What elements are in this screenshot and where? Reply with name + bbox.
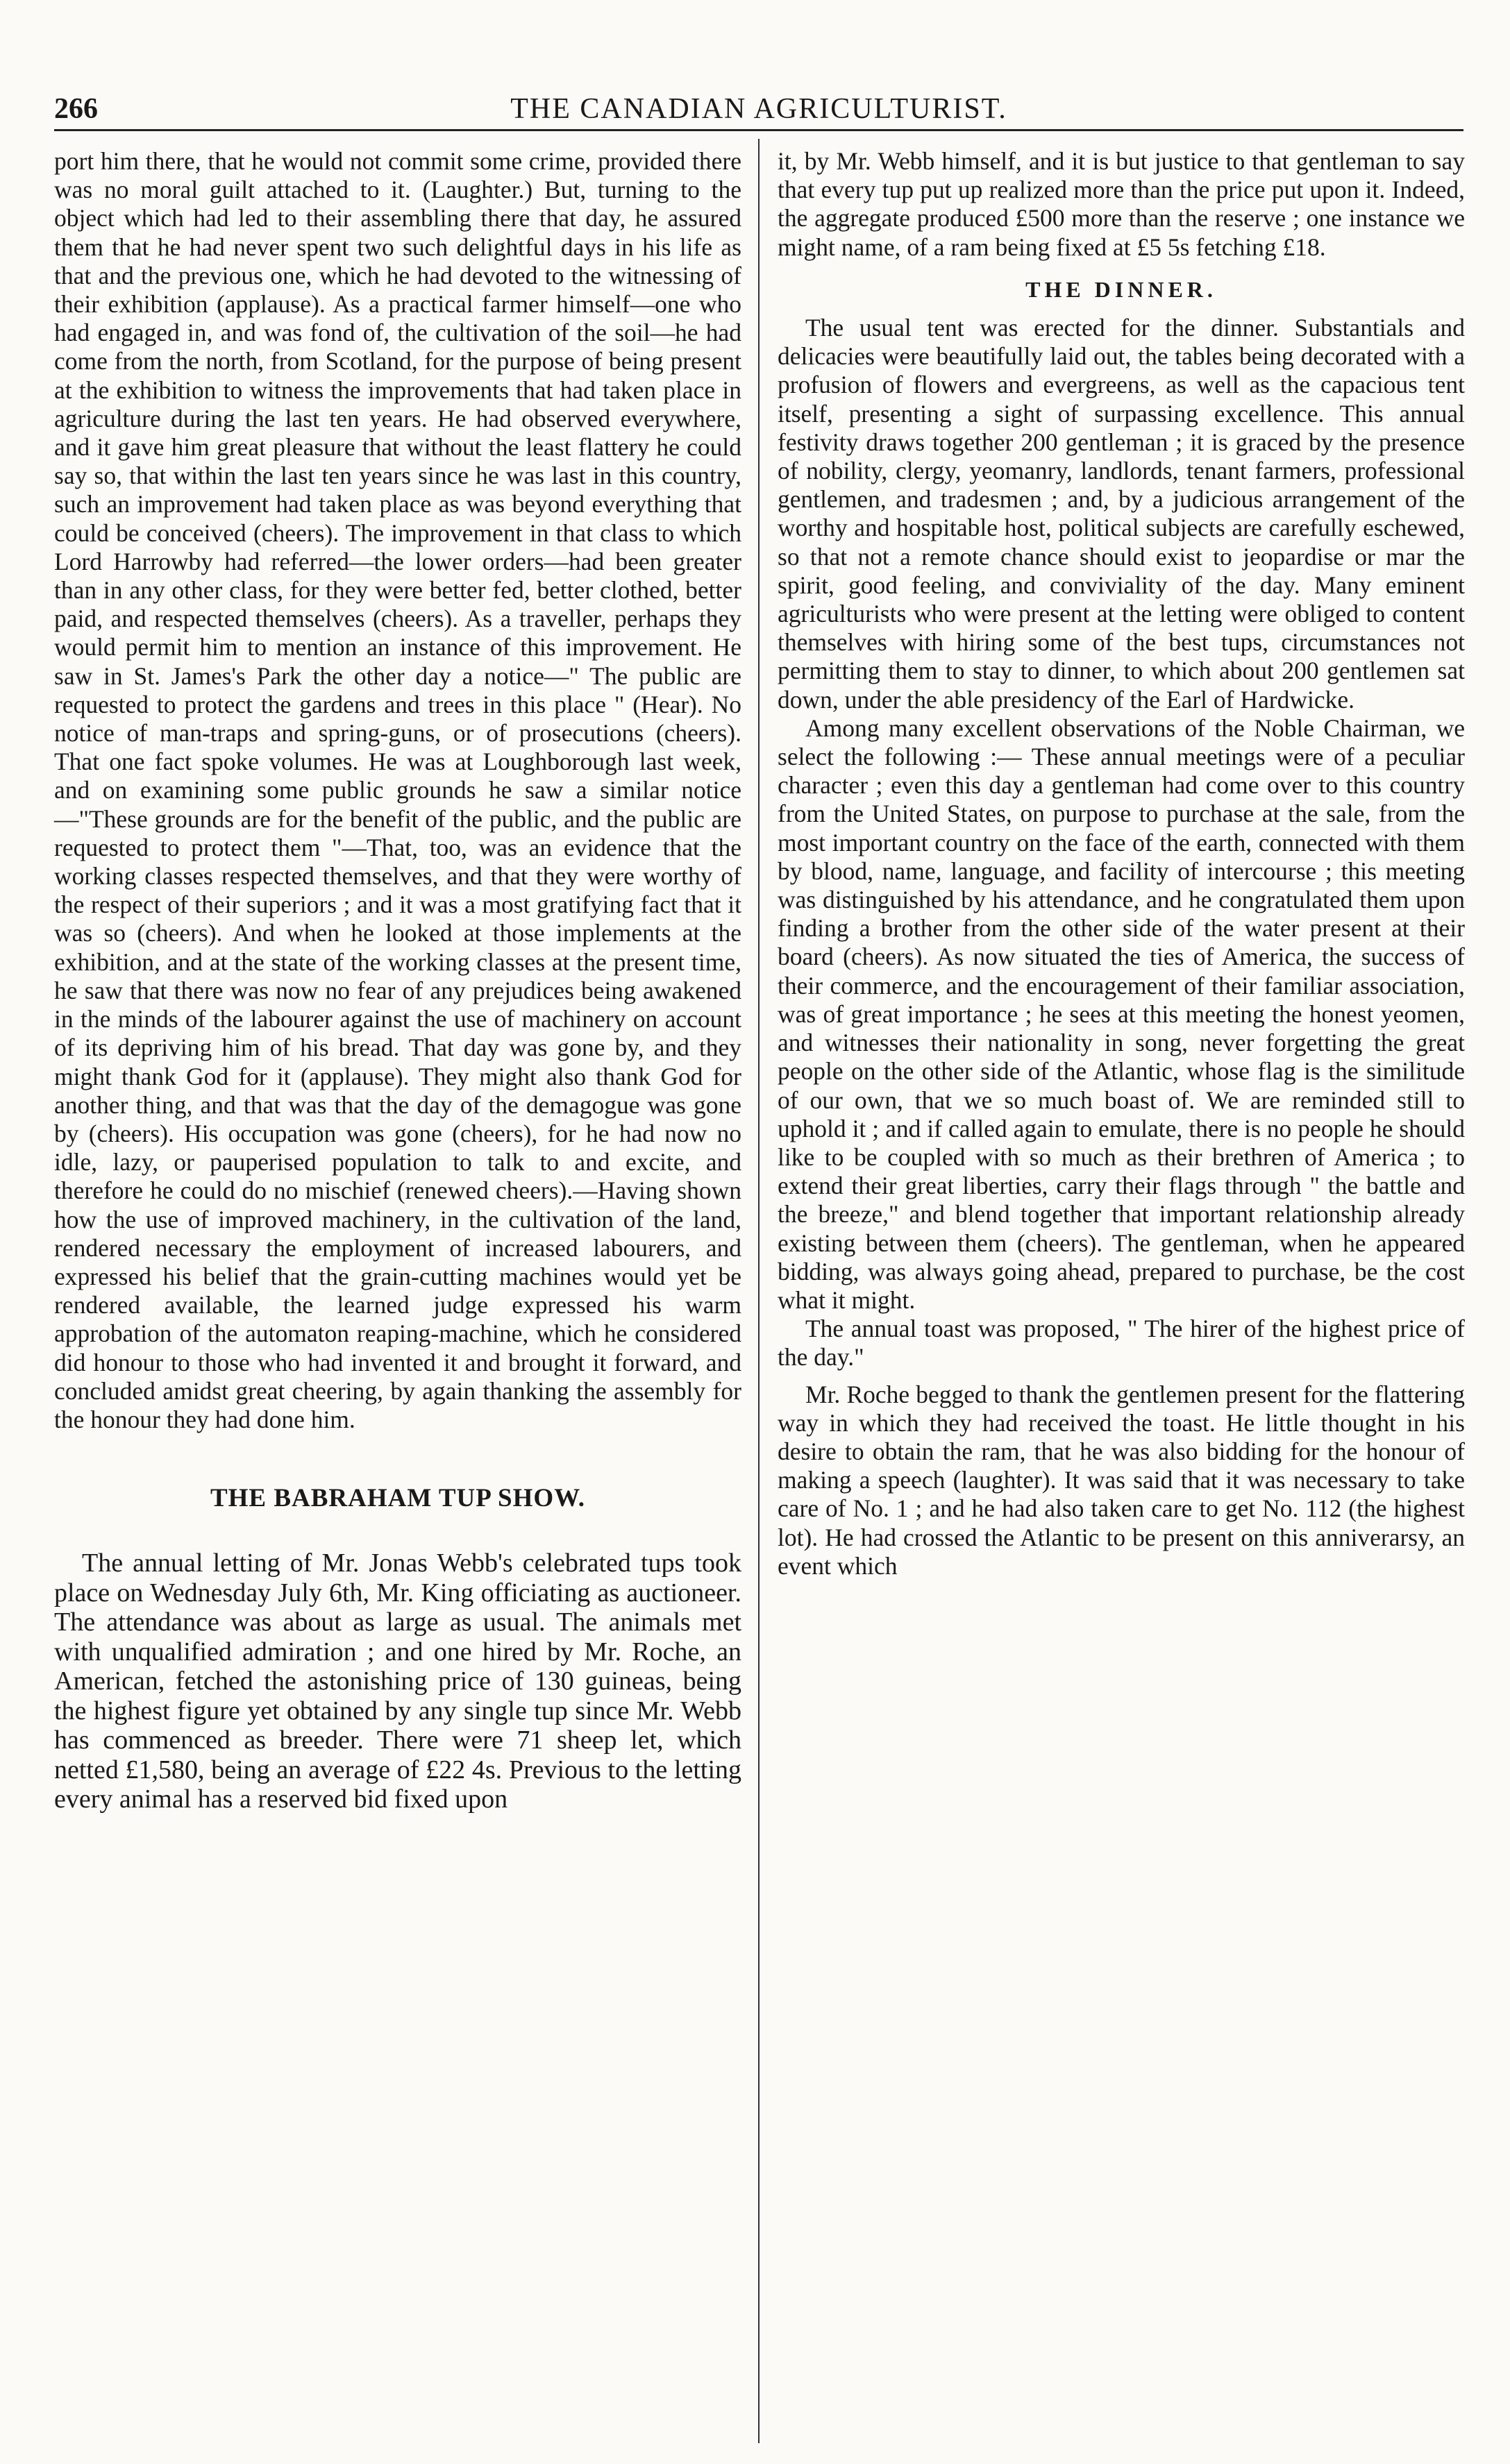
page-header (54, 89, 1463, 131)
section-heading-dinner: THE DINNER. (1025, 276, 1217, 302)
right-paragraph-5: Mr. Roche begged to thank the gentlemen present for the flattering way in which they had received the toast. He little thought in his desire to obtain the ram, that he was also bidding for the honour of making a speech (laughter). It was said that it was necessary to take care of No. 1 ; and he had also taken care to get No. 112 (the highest lot). He had crossed the Atlantic to be present on this anniverarsy, an event which (778, 1380, 1465, 1580)
left-column (54, 147, 741, 1814)
left-paragraph-1: port him there, that he would not commit some crime, provided there was no moral guilt attached to it. (Laughter.) But, turning to the object which had led to their assembling there that day, he assured them that he had never spent two such delightful days in his life as that and the previous one, which he had devoted to the witnessing of their exhibition (applause). As a practical farmer himself—one who had engaged in, and was fond of, the cultivation of the soil—he had come from the north, from Scotland, for the purpose of being present at the exhibition to witness the improvements that had taken place in agriculture during the last ten years. He had observed everywhere, and it gave him great pleasure that without the least flattery he could say so, that within the last ten years since he was last in this country, such an improvement had taken place as was beyond everything that could be conceived (cheers). The improvement in that class to which Lord Harrowby had referred—the lower orders—had been greater than in any other class, for they were better fed, better clothed, better paid, and respected themselves (cheers). As a traveller, perhaps they would permit him to mention an instance of this improvement. He saw in St. James's Park the other day a notice—" The public are requested to protect the gardens and trees in this place " (Hear). No notice of man-traps and spring-guns, or of prosecutions (cheers). That one fact spoke volumes. He was at Loughborough last week, and on examining some public grounds he saw a similar notice—"These grounds are for the benefit of the public, and the public are requested to protect them "—That, too, was an evidence that the working classes respected themselves, and that they were worthy of the respect of their superiors ; and it was a most gratifying fact that it was so (cheers). And when he looked at those implements at the exhibition, and at the state of the working classes at the present time, he saw that there was now no fear of any prejudices being awakened in the minds of the labourer against the use of machinery on account of its depriving him of his bread. That day was gone by, and they might thank God for it (applause). They might also thank God for another thing, and that was that the day of the demagogue was gone by (cheers). His occupation was gone (cheers), for he had now no idle, lazy, or pauperised population to talk to and excite, and therefore he could do no mischief (renewed cheers).—Having shown how the use of improved machinery, in the cultivation of the land, rendered necessary the employment of increased labourers, and expressed his belief that the grain-cutting machines would yet be rendered available, the learned judge expressed his warm approbation of the automaton reaping-machine, which he considered did honour to those who had invented it and brought it forward, and concluded amidst great cheering, by again thanking the assembly for the honour they had done him. (54, 147, 741, 1433)
right-paragraph-2: The usual tent was erected for the dinner. Substantials and delicacies were beautifully laid out, the tables being decorated with a profusion of flowers and evergreens, as well as the capacious tent itself, presenting a sight of surpassing excellence. This annual festivity draws together 200 gentleman ; it is graced by the presence of nobility, clergy, yeomanry, landlords, tenant farmers, professional gentlemen, and tradesmen ; and, by a judicious arrangement of the worthy and hospitable host, political subjects are carefully eschewed, so that not a remote chance should exist to jeopardise or mar the spirit, good feeling, and conviviality of the day. Many eminent agriculturists who were present at the letting were obliged to content themselves with hiring some of the best tups, circumstances not permitting them to stay to dinner, to which about 200 gentlemen sat down, under the able presidency of the Earl of Hardwicke. (778, 314, 1465, 714)
page-number: 266 (54, 93, 98, 125)
right-paragraph-3: Among many excellent observations of the Noble Chairman, we select the following :— These annual meetings were of a peculiar character ; even this day a gentleman had come over to this country from the United States, on purpose to purchase at the sale, from the most important country on the face of the earth, connected with them by blood, name, language, and facility of intercourse ; this meeting was distinguished by his attendance, and he congratulated them upon finding a brother from the other side of the water present at their board (cheers). As now situated the ties of America, the success of their commerce, and the encouragement of their familiar association, was of great importance ; he sees at this meeting the honest yeomen, and witnesses their nationality in song, never forgetting the great people on the other side of the Atlantic, whose flag is the similitude of our own, that we so much boast of. We are reminded still to uphold it ; and if called again to emulate, there is no people he should like to be coupled with so much as their brethren of America ; to extend their great liberties, carry their flags through " the battle and the breeze," and blend together that important relationship already existing between them (cheers). The gentleman, when he appeared bidding, was always going ahead, prepared to purchase, be the cost what it might. (778, 714, 1465, 1314)
right-column (778, 147, 1465, 1580)
column-divider (758, 139, 760, 2443)
right-paragraph-1: it, by Mr. Webb himself, and it is but justice to that gentleman to say that every tup put up realized more than the price put upon it. Indeed, the aggregate produced £500 more than the reserve ; one instance we might name, of a ram being fixed at £5 5s fetching £18. (778, 147, 1465, 261)
right-paragraph-4: The annual toast was proposed, " The hirer of the highest price of the day." (778, 1315, 1465, 1372)
section-heading-babraham: THE BABRAHAM TUP SHOW. (210, 1484, 586, 1513)
left-paragraph-2: The annual letting of Mr. Jonas Webb's celebrated tups took place on Wednesday July 6th, Mr. King officiating as auctioneer. The attendance was about as large as usual. The animals met with unqualified admiration ; and one hired by Mr. Roche, an American, fetched the astonishing price of 130 guineas, being the highest figure yet obtained by any single tup since Mr. Webb has commenced as breeder. There were 71 sheep let, which netted £1,580, being an average of £22 4s. Previous to the letting every animal has a reserved bid fixed upon (54, 1549, 741, 1814)
journal-title: THE CANADIAN AGRICULTURIST. (510, 93, 1007, 125)
